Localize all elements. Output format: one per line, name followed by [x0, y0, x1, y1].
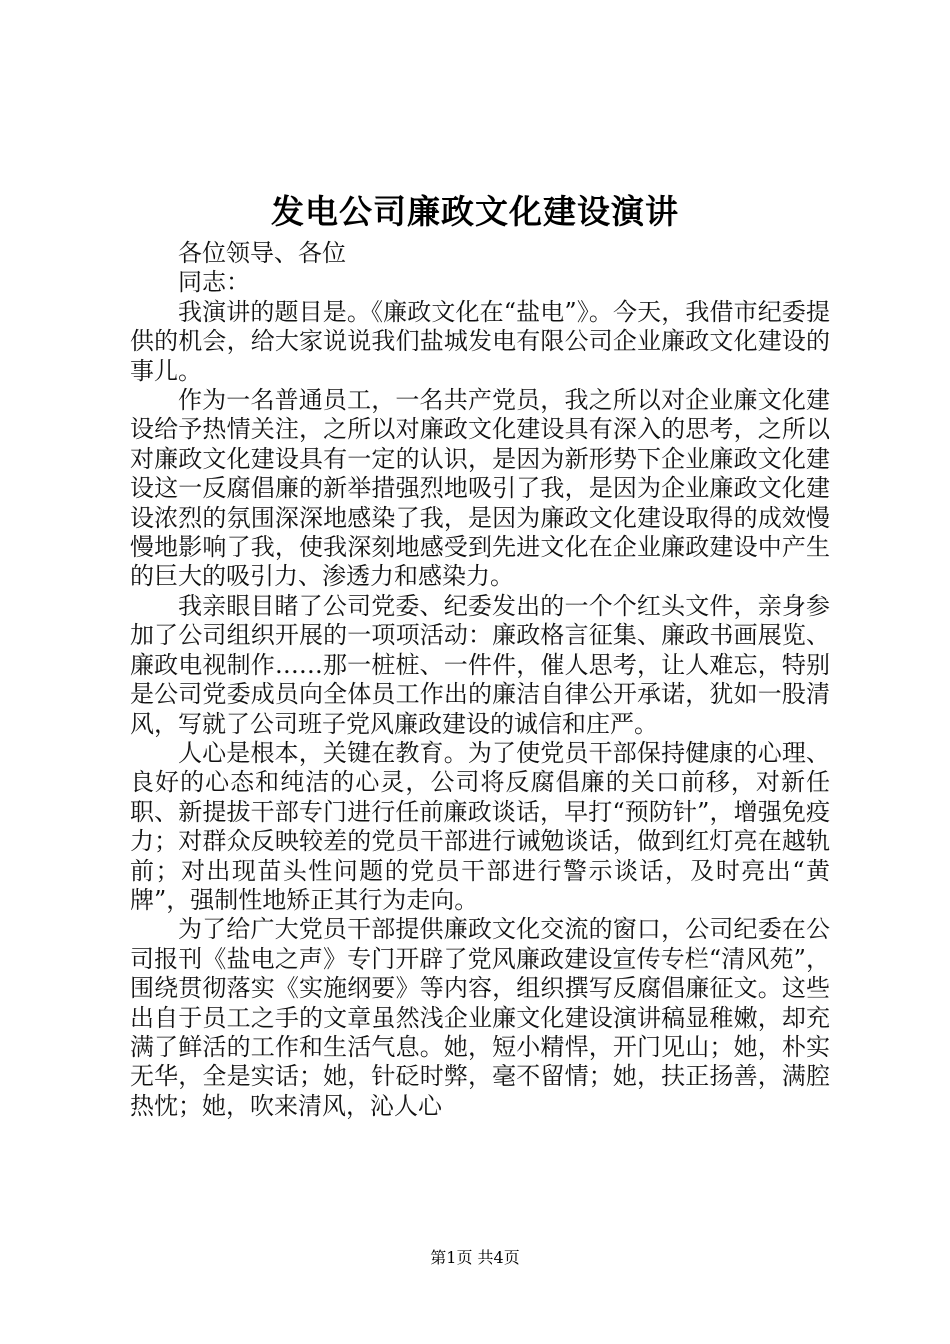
salutation-line-1: 各位领导、各位 — [178, 239, 346, 267]
page-footer: 第1页 共4页 — [430, 1248, 520, 1267]
paragraph: 作为一名普通员工，一名共产党员，我之所以对企业廉文化建设给予热情关注，之所以对廉政文化建设具有深入的思考，之所以对廉政文化建设具有一定的认识，是因为新形势下企业廉政文化建设这一反腐倡廉的新举措强烈地吸引了我，是因为企业廉政文化建设浓烈的氛围深深地感染了我，是因为廉政文化建设取得的成效慢慢地影响了我，使我深刻地感受到先进文化在企业廉政建设中产生的巨大的吸引力、渗透力和感染力。 — [130, 386, 830, 591]
document-body — [130, 239, 830, 1121]
salutation-line-2: 同志： — [178, 268, 250, 297]
paragraph: 我亲眼目睹了公司党委、纪委发出的一个个红头文件，亲身参加了公司组织开展的一项项活动：廉政格言征集、廉政书画展览、廉政电视制作……那一桩桩、一件件，催人思考，让人难忘，特别是公司党委成员向全体员工作出的廉洁自律公开承诺，犹如一股清风，写就了公司班子党风廉政建设的诚信和庄严。 — [130, 591, 830, 738]
paragraph: 我演讲的题目是。《廉政文化在“盐电”》。今天，我借市纪委提供的机会，给大家说说我们盐城发电有限公司企业廉政文化建设的事儿。 — [130, 297, 830, 385]
document-title: 发电公司廉政文化建设演讲 — [271, 192, 679, 231]
paragraph: 人心是根本，关键在教育。为了使党员干部保持健康的心理、良好的心态和纯洁的心灵，公司将反腐倡廉的关口前移，对新任职、新提拔干部专门进行任前廉政谈话，早打“预防针”，增强免疫力；对群众反映较差的党员干部进行诫勉谈话，做到红灯亮在越轨前；对出现苗头性问题的党员干部进行警示谈话，及时亮出“黄牌”，强制性地矫正其行为走向。 — [130, 738, 830, 914]
paragraph: 为了给广大党员干部提供廉政文化交流的窗口，公司纪委在公司报刊《盐电之声》专门开辟了党风廉政建设宣传专栏“清风苑”，围绕贯彻落实《实施纲要》等内容，组织撰写反腐倡廉征文。这些出自于员工之手的文章虽然浅企业廉文化建设演讲稿显稚嫩，却充满了鲜活的工作和生活气息。她，短小精悍，开门见山；她，朴实无华，全是实话；她，针砭时弊，毫不留情；她，扶正扬善，满腔热忱；她，吹来清风，沁人心 — [130, 915, 830, 1120]
